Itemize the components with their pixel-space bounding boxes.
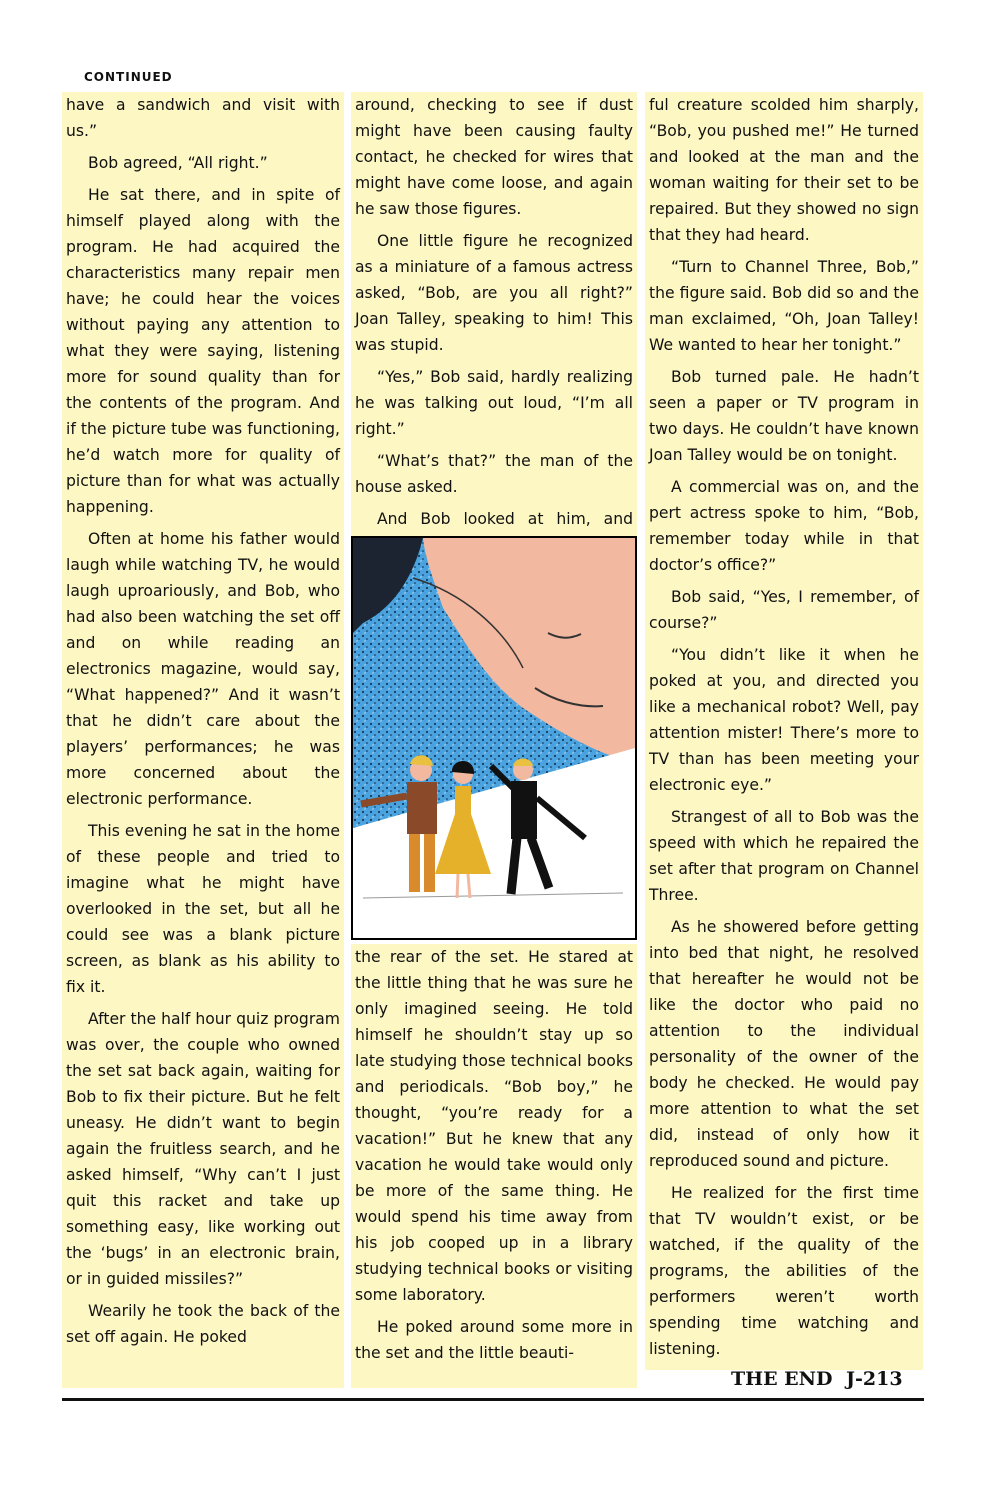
paragraph: Bob agreed, “All right.” (88, 154, 268, 172)
paragraph: Bob turned pale. He hadn’t seen a paper or TV program in two days. He couldn’t have known Joan Talley would be on tonight. (649, 368, 919, 464)
paragraph: “You didn’t like it when he poked at you, and directed you like a mechanical robot? Well, pay attention mister! There’s more to TV than has been meeting your electronic eye.” (649, 646, 919, 794)
text-column-1 (62, 92, 344, 1388)
paragraph: “What’s that?” the man of the house asked. (355, 452, 633, 496)
paragraph: Bob said, “Yes, I remember, of course?” (649, 588, 919, 632)
paragraph: As he showered before getting into bed that night, he resolved that hereafter he would not be like the doctor who paid no attention to the individual personality of the owner of the body he checked. He would pay more attention to what the set did, instead of only how it reproduced sound and picture. (649, 918, 919, 1170)
paragraph: This evening he sat in the home of these people and tried to imagine what he might have overlooked in the set, but all he could see was a blank picture screen, as blank as his ability to fix it. (66, 822, 340, 996)
story-code: J-213 (846, 1368, 903, 1390)
paragraph: “Yes,” Bob said, hardly realizing he was talking out loud, “I’m all right.” (355, 368, 633, 438)
paragraph: A commercial was on, and the pert actress spoke to him, “Bob, remember today while in that doctor’s office?” (649, 478, 919, 574)
paragraph: ful creature scolded him sharply, “Bob, you pushed me!” He turned and looked at the man and the woman waiting for their set to be repaired. But they showed no sign that they had heard. (649, 96, 919, 244)
paragraph: He sat there, and in spite of himself played along with the program. He had acquired the characteristics many repair men have; he could hear the voices without paying any attention to what they were saying, listening more for sound quality than for the contents of the program. And if the picture tube was functioning, he’d watch more for quality of picture than for what was actually happening. (66, 186, 340, 516)
paragraph: Strangest of all to Bob was the speed with which he repaired the set after that program on Channel Three. (649, 808, 919, 904)
text-column-3 (645, 92, 923, 1370)
text-column-2-top (351, 92, 637, 536)
paragraph: “Turn to Channel Three, Bob,” the figure said. Bob did so and the man exclaimed, “Oh, Joan Talley! We wanted to hear her tonight.” (649, 258, 919, 354)
paragraph: And Bob looked at him, and (377, 510, 633, 528)
bottom-rule (62, 1398, 924, 1401)
the-end-label: THE END (731, 1368, 833, 1390)
story-end-line (700, 1368, 922, 1394)
paragraph: Often at home his father would laugh while watching TV, he would laugh uproariously, and Bob, who had also been watching the set off and on while reading an electronics magazine, would say, “What happened?” And it wasn’t that he didn’t care about the players’ performances; he was more concerned about the electronic performance. (66, 530, 340, 808)
illustration (353, 538, 635, 938)
continued-label: CONTINUED (84, 70, 173, 84)
paragraph: He realized for the first time that TV wouldn’t exist, or be watched, if the quality of the programs, the abilities of the performers weren’t worth spending time watching and listening. (649, 1184, 919, 1358)
paragraph: the rear of the set. He stared at the little thing that he was sure he only imagined seeing. He told himself he shouldn’t stay up so late studying those technical books and periodicals. “Bob boy,” he thought, “you’re ready for a vacation!” But he knew that any vacation he would take would only be more of the same thing. He would spend his time away from his job cooped up in a library studying technical books or visiting some laboratory. (355, 948, 633, 1304)
paragraph: One little figure he recognized as a miniature of a famous actress asked, “Bob, are you all right?” Joan Talley, speaking to him! This was stupid. (355, 232, 633, 354)
paragraph: Wearily he took the back of the set off again. He poked (66, 1302, 340, 1346)
paragraph: After the half hour quiz program was over, the couple who owned the set sat back again, waiting for Bob to fix their picture. But he felt uneasy. He didn’t want to begin again the fruitless search, and he asked himself, “Why can’t I just quit this racket and take up something easy, like working out the ‘bugs’ in an electronic brain, or in guided missiles?” (66, 1010, 340, 1288)
paragraph: have a sandwich and visit with us.” (66, 96, 340, 140)
comic-illustration-panel (351, 536, 637, 940)
paragraph: He poked around some more in the set and the little beauti- (355, 1318, 633, 1362)
text-column-2-bottom (351, 944, 637, 1388)
paragraph: around, checking to see if dust might have been causing faulty contact, he checked for wires that might have come loose, and again he saw those figures. (355, 96, 633, 218)
